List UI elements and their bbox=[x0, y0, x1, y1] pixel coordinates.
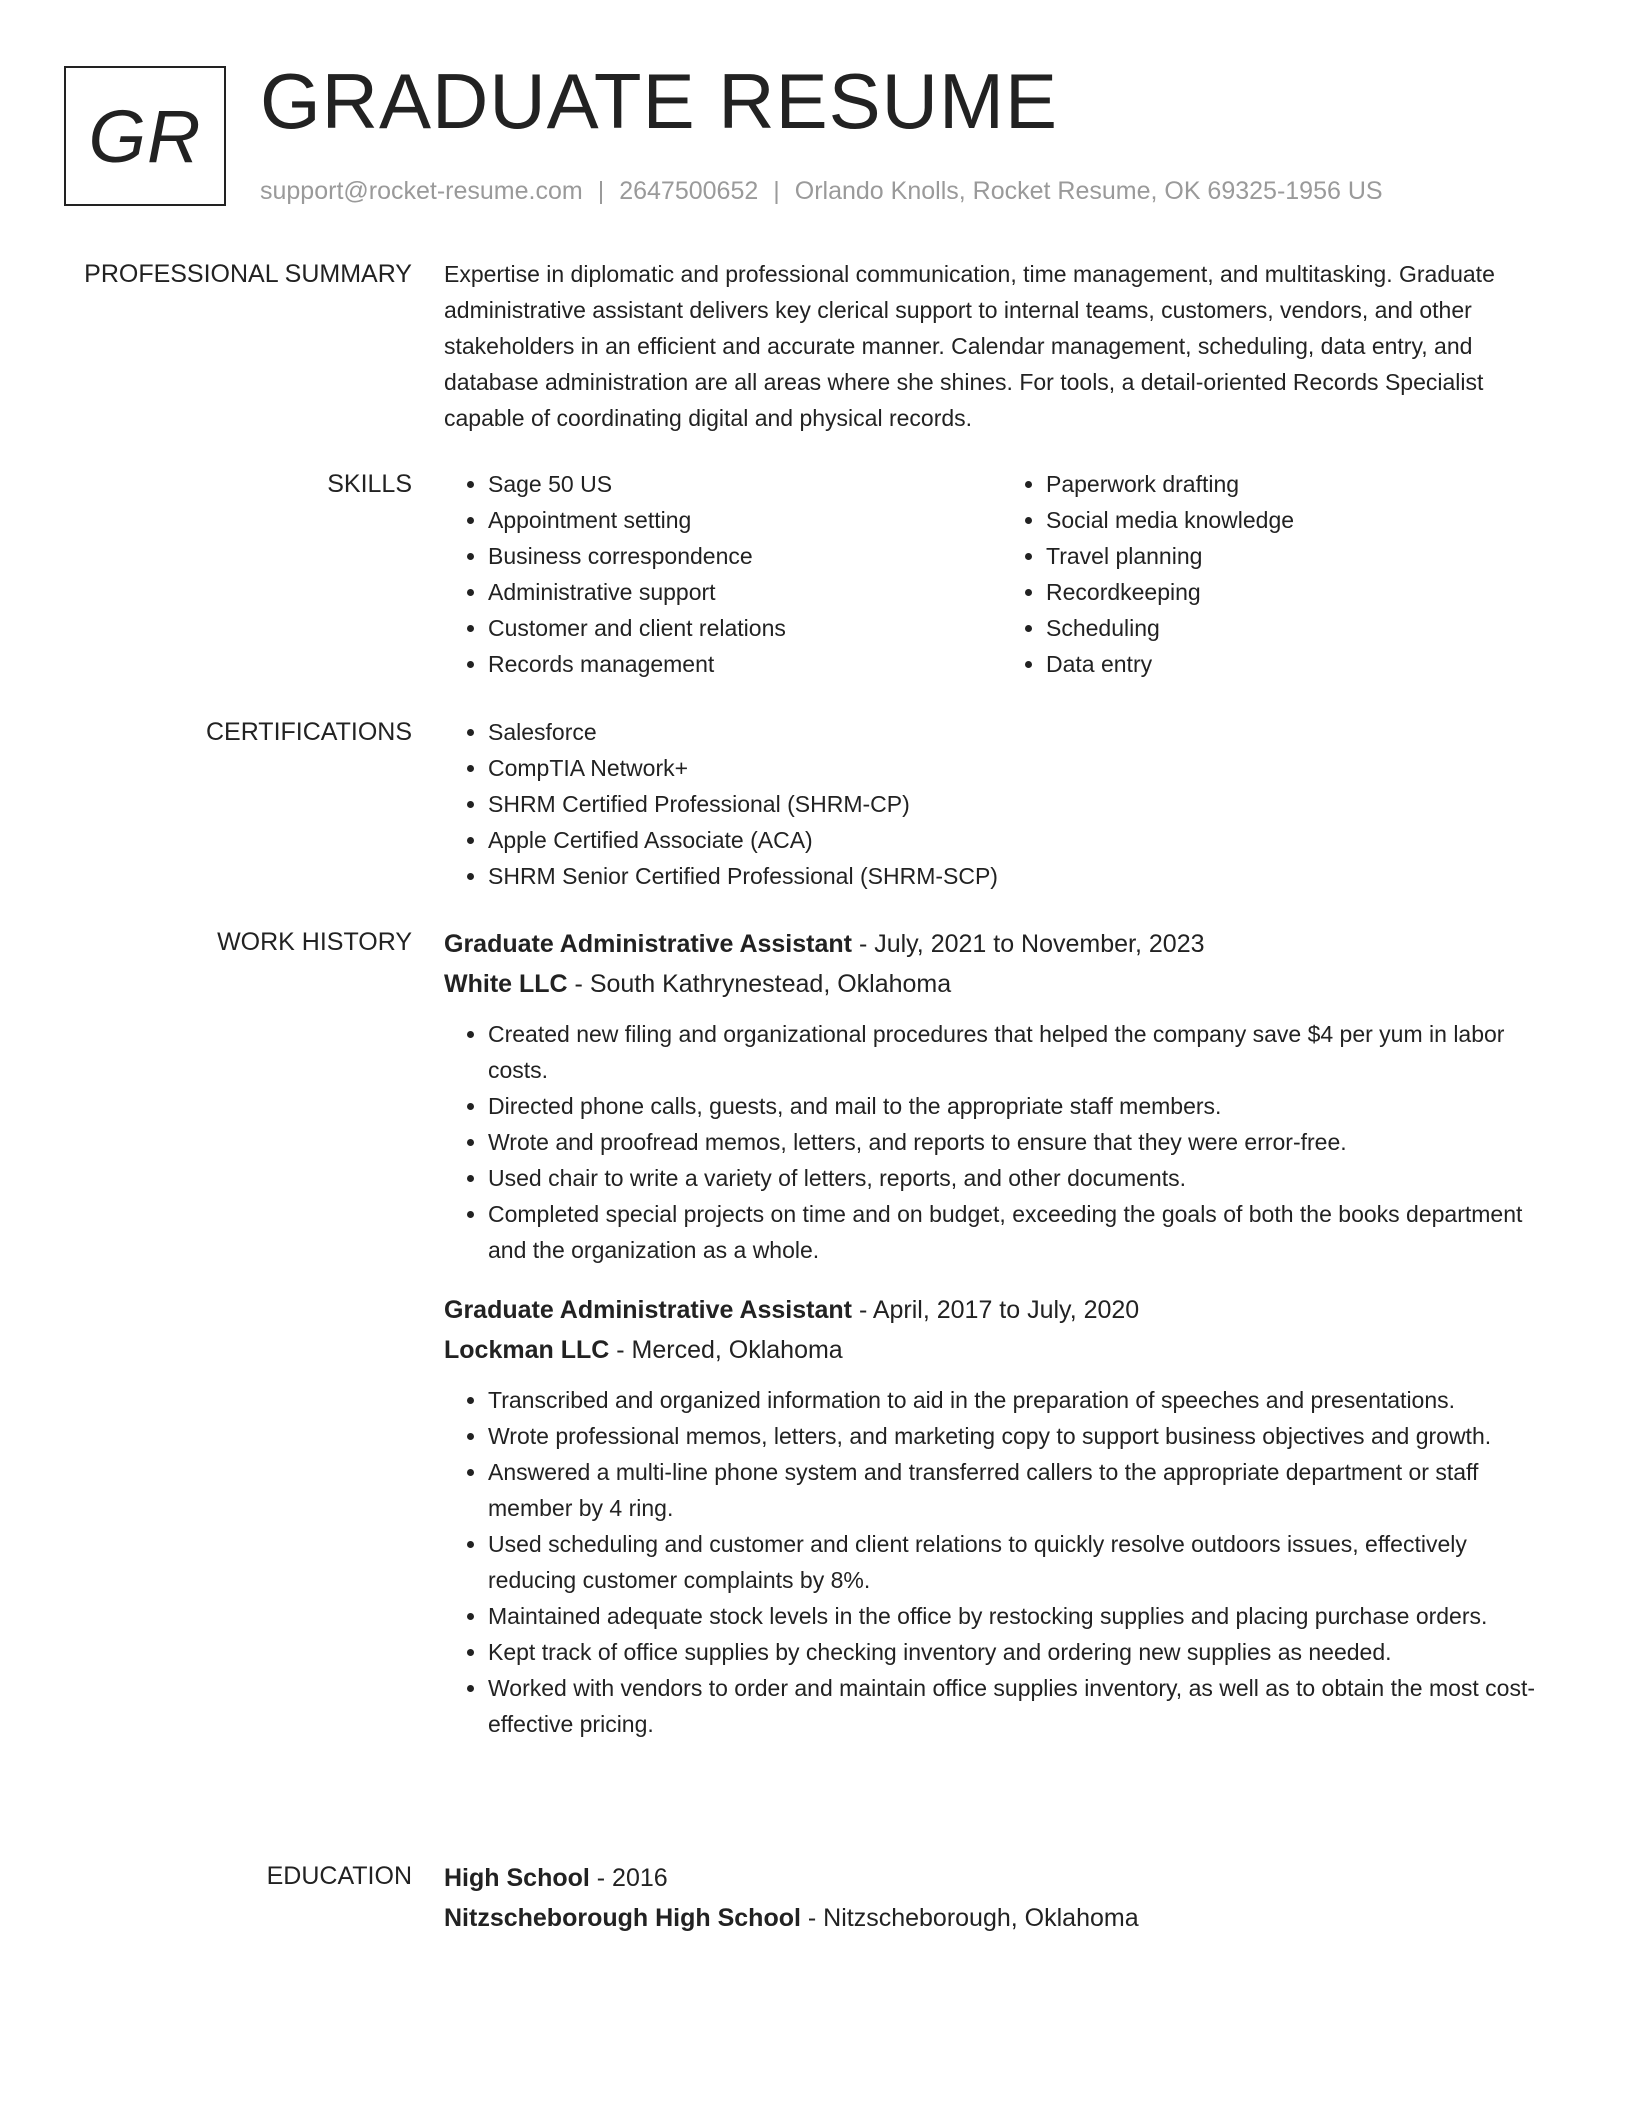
list-item: • Transcribed and organized information to aid in the preparation of speeches and presentations. bbox=[488, 1382, 1560, 1418]
list-item: • Apple Certified Associate (ACA) bbox=[488, 822, 1560, 858]
job-entry bbox=[444, 924, 1560, 1268]
job-dates: - July, 2021 to November, 2023 bbox=[858, 930, 1205, 958]
list-item: • Used chair to write a variety of letters, reports, and other documents. bbox=[488, 1160, 1560, 1196]
list-item: • Worked with vendors to order and maintain office supplies inventory, as well as to obtain the most cost-effective pricing. bbox=[488, 1670, 1560, 1742]
list-item: • Sage 50 US bbox=[488, 466, 1002, 502]
skills-columns bbox=[444, 466, 1560, 682]
section-content bbox=[444, 924, 1560, 1742]
list-item: • Wrote and proofread memos, letters, and reports to ensure that they were error-free. bbox=[488, 1124, 1560, 1160]
list-item: • Kept track of office supplies by checking inventory and ordering new supplies as needed. bbox=[488, 1634, 1560, 1670]
education-degree: High School bbox=[444, 1864, 590, 1892]
list-item: • Answered a multi-line phone system and transferred callers to the appropriate department or staff member by 4 ring. bbox=[488, 1454, 1560, 1526]
list-item: • Created new filing and organizational procedures that helped the company save $4 per yum in labor costs. bbox=[488, 1016, 1560, 1088]
section-label: PROFESSIONAL SUMMARY bbox=[84, 260, 412, 288]
education-school-line bbox=[444, 1898, 1560, 1938]
section-content bbox=[444, 714, 1560, 894]
job-title: Graduate Administrative Assistant bbox=[444, 930, 852, 958]
section-label: CERTIFICATIONS bbox=[205, 718, 412, 746]
skills-list-left bbox=[444, 466, 1002, 682]
list-item: • Directed phone calls, guests, and mail to the appropriate staff members. bbox=[488, 1088, 1560, 1124]
job-location: - Merced, Oklahoma bbox=[616, 1336, 843, 1364]
section-label: EDUCATION bbox=[266, 1862, 412, 1890]
list-item: • Business correspondence bbox=[488, 538, 1002, 574]
list-item: • Appointment setting bbox=[488, 502, 1002, 538]
job-company: Lockman LLC bbox=[444, 1336, 610, 1364]
section-label: WORK HISTORY bbox=[217, 928, 412, 956]
list-item: • Social media knowledge bbox=[1046, 502, 1560, 538]
job-company-line bbox=[444, 1330, 1560, 1370]
monogram-box: GR bbox=[64, 66, 226, 206]
education-location: - Nitzscheborough, Oklahoma bbox=[807, 1904, 1139, 1932]
list-item: • Records management bbox=[488, 646, 1002, 682]
job-entry bbox=[444, 1290, 1560, 1742]
job-dates: - April, 2017 to July, 2020 bbox=[858, 1296, 1140, 1324]
job-location: - South Kathrynestead, Oklahoma bbox=[574, 970, 952, 998]
list-item: • Paperwork drafting bbox=[1046, 466, 1560, 502]
list-item: • SHRM Senior Certified Professional (SHRM-SCP) bbox=[488, 858, 1560, 894]
job-company-line bbox=[444, 964, 1560, 1004]
education-school: Nitzscheborough High School bbox=[444, 1904, 801, 1932]
list-item: • Scheduling bbox=[1046, 610, 1560, 646]
contact-email[interactable]: support@rocket-resume.com bbox=[260, 177, 583, 205]
list-item: • SHRM Certified Professional (SHRM-CP) bbox=[488, 786, 1560, 822]
list-item: • Customer and client relations bbox=[488, 610, 1002, 646]
job-bullets bbox=[444, 1382, 1560, 1742]
job-bullets bbox=[444, 1016, 1560, 1268]
job-title: Graduate Administrative Assistant bbox=[444, 1296, 852, 1324]
summary-text: Expertise in diplomatic and professional communication, time management, and multitasking. Graduate administrative assistant delivers key clerical support to internal teams, customers, vendors, and other stakeholders in an efficient and accurate manner. Calendar management, scheduling, data entry, and database administration are all areas where she shines. For tools, a detail-oriented Records Specialist capable of coordinating digital and physical records. bbox=[444, 261, 1495, 431]
list-item: • Used scheduling and customer and client relations to quickly resolve outdoors issues, effectively reducing customer complaints by 8%. bbox=[488, 1526, 1560, 1598]
list-item: • Salesforce bbox=[488, 714, 1560, 750]
contact-phone[interactable]: 2647500652 bbox=[619, 177, 759, 205]
resume-title: GRADUATE RESUME bbox=[260, 57, 1058, 145]
certifications-list bbox=[444, 714, 1560, 894]
contact-line bbox=[260, 174, 1383, 208]
list-item: • Maintained adequate stock levels in the office by restocking supplies and placing purchase orders. bbox=[488, 1598, 1560, 1634]
contact-separator: | bbox=[597, 177, 605, 205]
job-title-line bbox=[444, 1290, 1560, 1330]
list-item: • Wrote professional memos, letters, and marketing copy to support business objectives and growth. bbox=[488, 1418, 1560, 1454]
skills-list-right bbox=[1002, 466, 1560, 682]
education-degree-line bbox=[444, 1858, 1560, 1898]
section-content bbox=[444, 1858, 1560, 1938]
education-year: - 2016 bbox=[596, 1864, 668, 1892]
contact-separator: | bbox=[773, 177, 780, 205]
list-item: • CompTIA Network+ bbox=[488, 750, 1560, 786]
list-item: • Completed special projects on time and on budget, exceeding the goals of both the books department and the organization as a whole. bbox=[488, 1196, 1560, 1268]
list-item: • Administrative support bbox=[488, 574, 1002, 610]
job-title-line bbox=[444, 924, 1560, 964]
list-item: • Travel planning bbox=[1046, 538, 1560, 574]
section-content bbox=[444, 466, 1560, 682]
section-content bbox=[444, 256, 1560, 436]
job-company: White LLC bbox=[444, 970, 568, 998]
contact-address: Orlando Knolls, Rocket Resume, OK 69325-1956 US bbox=[794, 177, 1383, 205]
section-label: SKILLS bbox=[327, 470, 412, 498]
list-item: • Data entry bbox=[1046, 646, 1560, 682]
list-item: • Recordkeeping bbox=[1046, 574, 1560, 610]
